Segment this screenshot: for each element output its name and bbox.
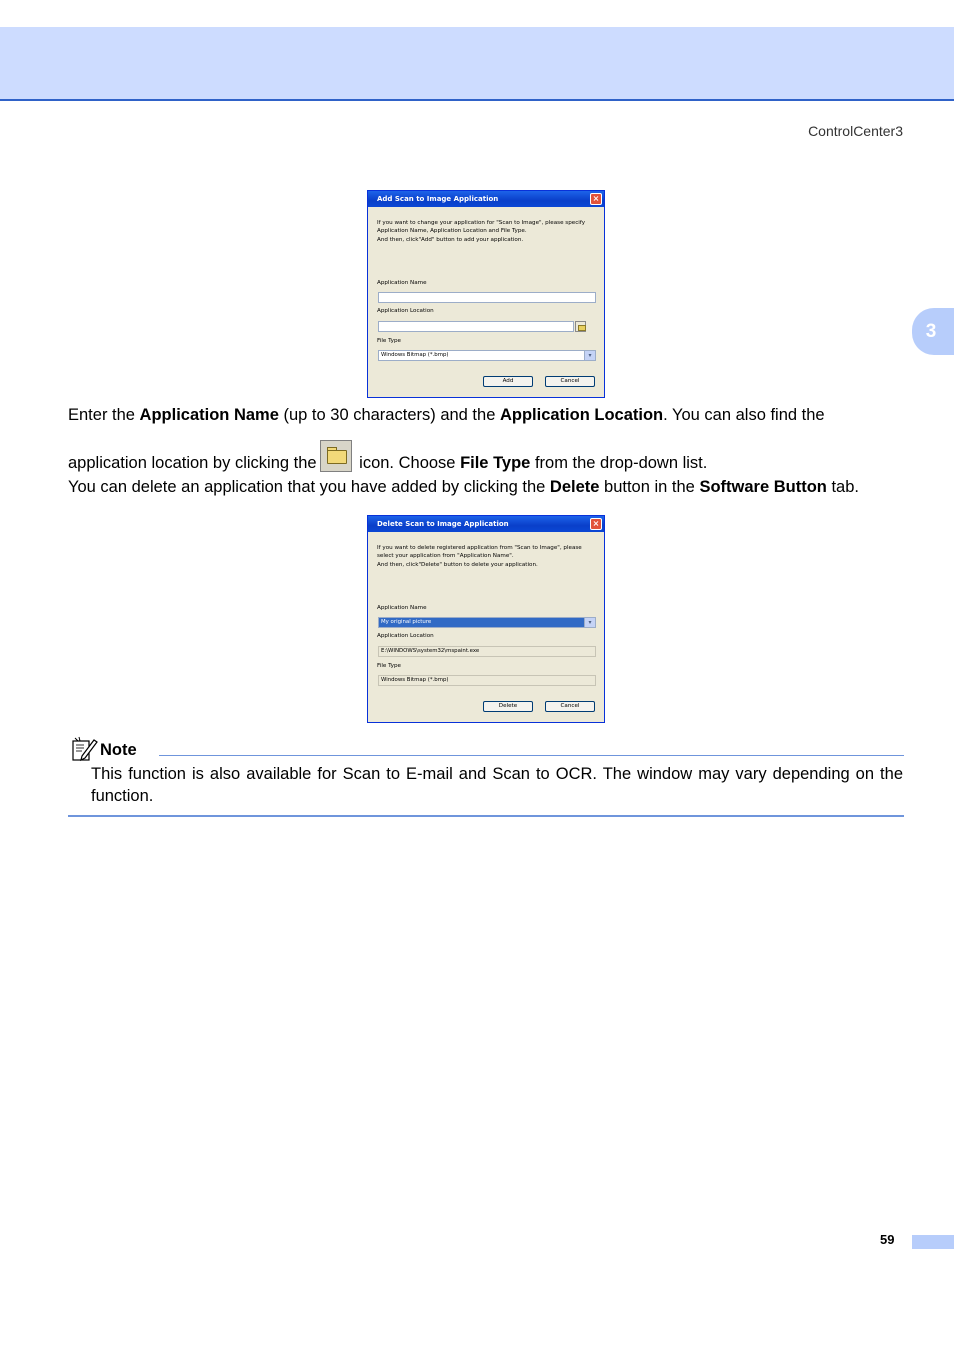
file-type-label: File Type (377, 663, 401, 669)
application-location-input[interactable] (378, 321, 574, 332)
add-button[interactable]: Add (483, 376, 533, 387)
cancel-button[interactable]: Cancel (545, 701, 595, 712)
chapter-tab (912, 308, 954, 355)
text: . You can also find the (663, 406, 825, 424)
paragraph-2 (68, 440, 707, 473)
bold-term: Application Location (499, 406, 664, 424)
application-location-label: Application Location (377, 633, 434, 639)
bold-term: Application Name (139, 406, 279, 424)
close-icon[interactable]: × (590, 518, 602, 530)
browse-folder-icon[interactable] (575, 321, 586, 332)
text: icon. Choose (354, 454, 461, 472)
instruction-line: And then, click"Add" button to add your application. (377, 236, 524, 243)
text: button in the (599, 478, 700, 496)
header-band (0, 27, 954, 101)
dialog-title-bar (368, 516, 604, 532)
instruction-line: If you want to change your application for "Scan to Image", please specify (377, 220, 586, 226)
text: Enter the (68, 406, 140, 424)
note-label: Note (100, 741, 137, 759)
cancel-button[interactable]: Cancel (545, 376, 595, 387)
chapter-number: 3 (925, 320, 937, 342)
note-pencil-icon (70, 736, 98, 762)
delete-application-dialog (367, 515, 605, 723)
file-type-value: Windows Bitmap (*.bmp) (378, 675, 596, 686)
dialog-title-bar (368, 191, 604, 207)
selected-application: My original picture (379, 618, 584, 627)
application-name-label: Application Name (377, 605, 427, 611)
close-icon[interactable]: × (590, 193, 602, 205)
dialog-instructions (377, 544, 599, 569)
text: application location by clicking the (68, 454, 317, 472)
text: (up to 30 characters) and the (278, 406, 500, 424)
text: from the drop-down list. (530, 454, 708, 472)
application-location-label: Application Location (377, 308, 434, 314)
dialog-title: Add Scan to Image Application (377, 195, 499, 203)
application-location-value: E:\WINDOWS\system32\mspaint.exe (378, 646, 596, 657)
paragraph-3 (68, 478, 859, 497)
folder-icon (578, 325, 586, 331)
bold-term: Software Button (699, 478, 827, 496)
note-divider-bottom (68, 815, 904, 817)
note-text: This function is also available for Scan to E-mail and Scan to OCR. The window may vary depending on the function. (91, 765, 903, 805)
folder-icon (320, 440, 352, 472)
application-name-label: Application Name (377, 280, 427, 286)
file-type-select[interactable] (378, 350, 596, 361)
page-tab (912, 1235, 954, 1249)
file-type-value: Windows Bitmap (*.bmp) (381, 352, 449, 358)
application-name-select[interactable] (378, 617, 596, 628)
instruction-line: And then, click"Delete" button to delete your application. (377, 561, 538, 568)
file-type-label: File Type (377, 338, 401, 344)
note-divider-top (159, 755, 904, 756)
text: tab. (826, 478, 859, 496)
delete-button[interactable]: Delete (483, 701, 533, 712)
chevron-down-icon[interactable]: ▾ (584, 618, 595, 627)
paragraph-1 (68, 406, 825, 425)
bold-term: File Type (460, 454, 531, 472)
page-number: 59 (880, 1232, 895, 1247)
bold-term: Delete (549, 478, 600, 496)
dialog-instructions (377, 219, 599, 244)
text: You can delete an application that you have added by clicking the (68, 478, 550, 496)
instruction-line: select your application from "Application Name". (377, 553, 514, 560)
page-header-title: ControlCenter3 (808, 123, 903, 139)
application-name-input[interactable] (378, 292, 596, 303)
instruction-line: If you want to delete registered application from "Scan to Image", please (377, 545, 582, 551)
instruction-line: Application Name, Application Location and File Type. (377, 228, 527, 235)
add-application-dialog (367, 190, 605, 398)
chevron-down-icon[interactable]: ▾ (584, 351, 595, 360)
dialog-title: Delete Scan to Image Application (377, 520, 509, 528)
